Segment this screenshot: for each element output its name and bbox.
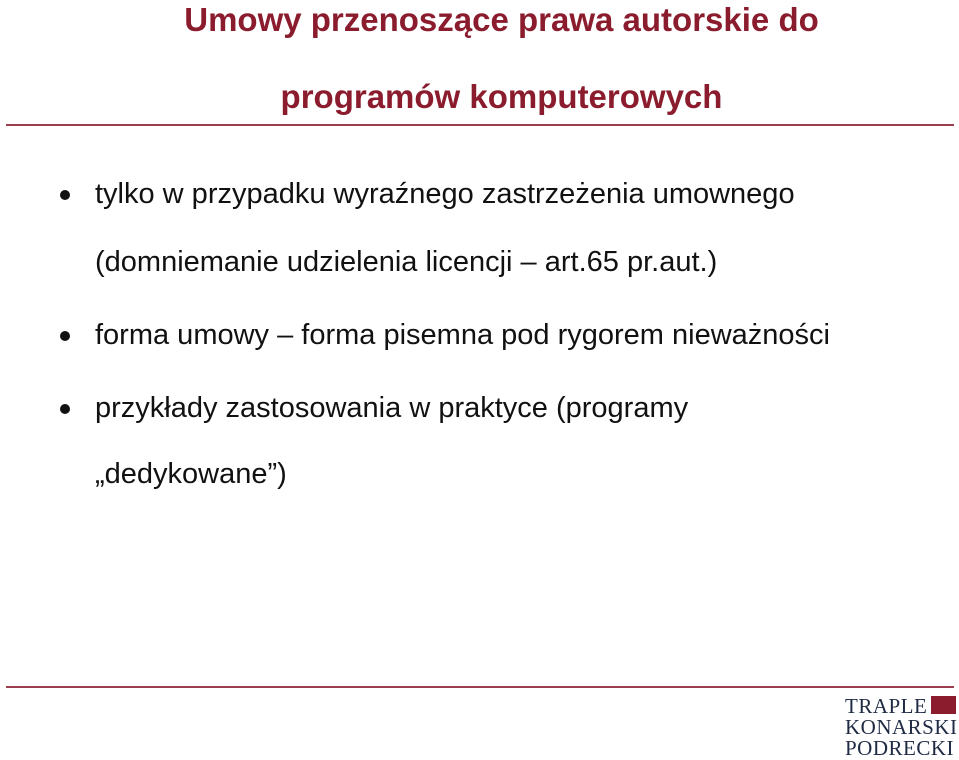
company-logo bbox=[845, 694, 959, 760]
bottom-divider bbox=[6, 686, 954, 688]
bullet-3-line-1: przykłady zastosowania w praktyce (programy bbox=[95, 392, 689, 424]
logo-square-icon bbox=[931, 696, 956, 714]
bullet-2-line-1: forma umowy – forma pisemna pod rygorem nieważności bbox=[95, 319, 830, 351]
logo-line-2: KONARSKI bbox=[845, 715, 958, 739]
bullet-1-line-2: (domniemanie udzielenia licencji – art.65 pr.aut.) bbox=[95, 246, 718, 278]
slide-title-line-2: programów komputerowych bbox=[280, 78, 723, 115]
bullet-dot bbox=[60, 331, 70, 341]
logo-line-1: TRAPLE bbox=[845, 694, 928, 718]
bullet-3-line-2: „dedykowane”) bbox=[95, 458, 287, 490]
bullet-1-line-1: tylko w przypadku wyraźnego zastrzeżenia umownego bbox=[95, 178, 795, 210]
bullet-dot bbox=[60, 404, 70, 414]
bullet-dot bbox=[60, 190, 70, 200]
logo-line-3: PODRECKI bbox=[845, 736, 955, 760]
slide-title-line-1: Umowy przenoszące prawa autorskie do bbox=[184, 1, 819, 38]
